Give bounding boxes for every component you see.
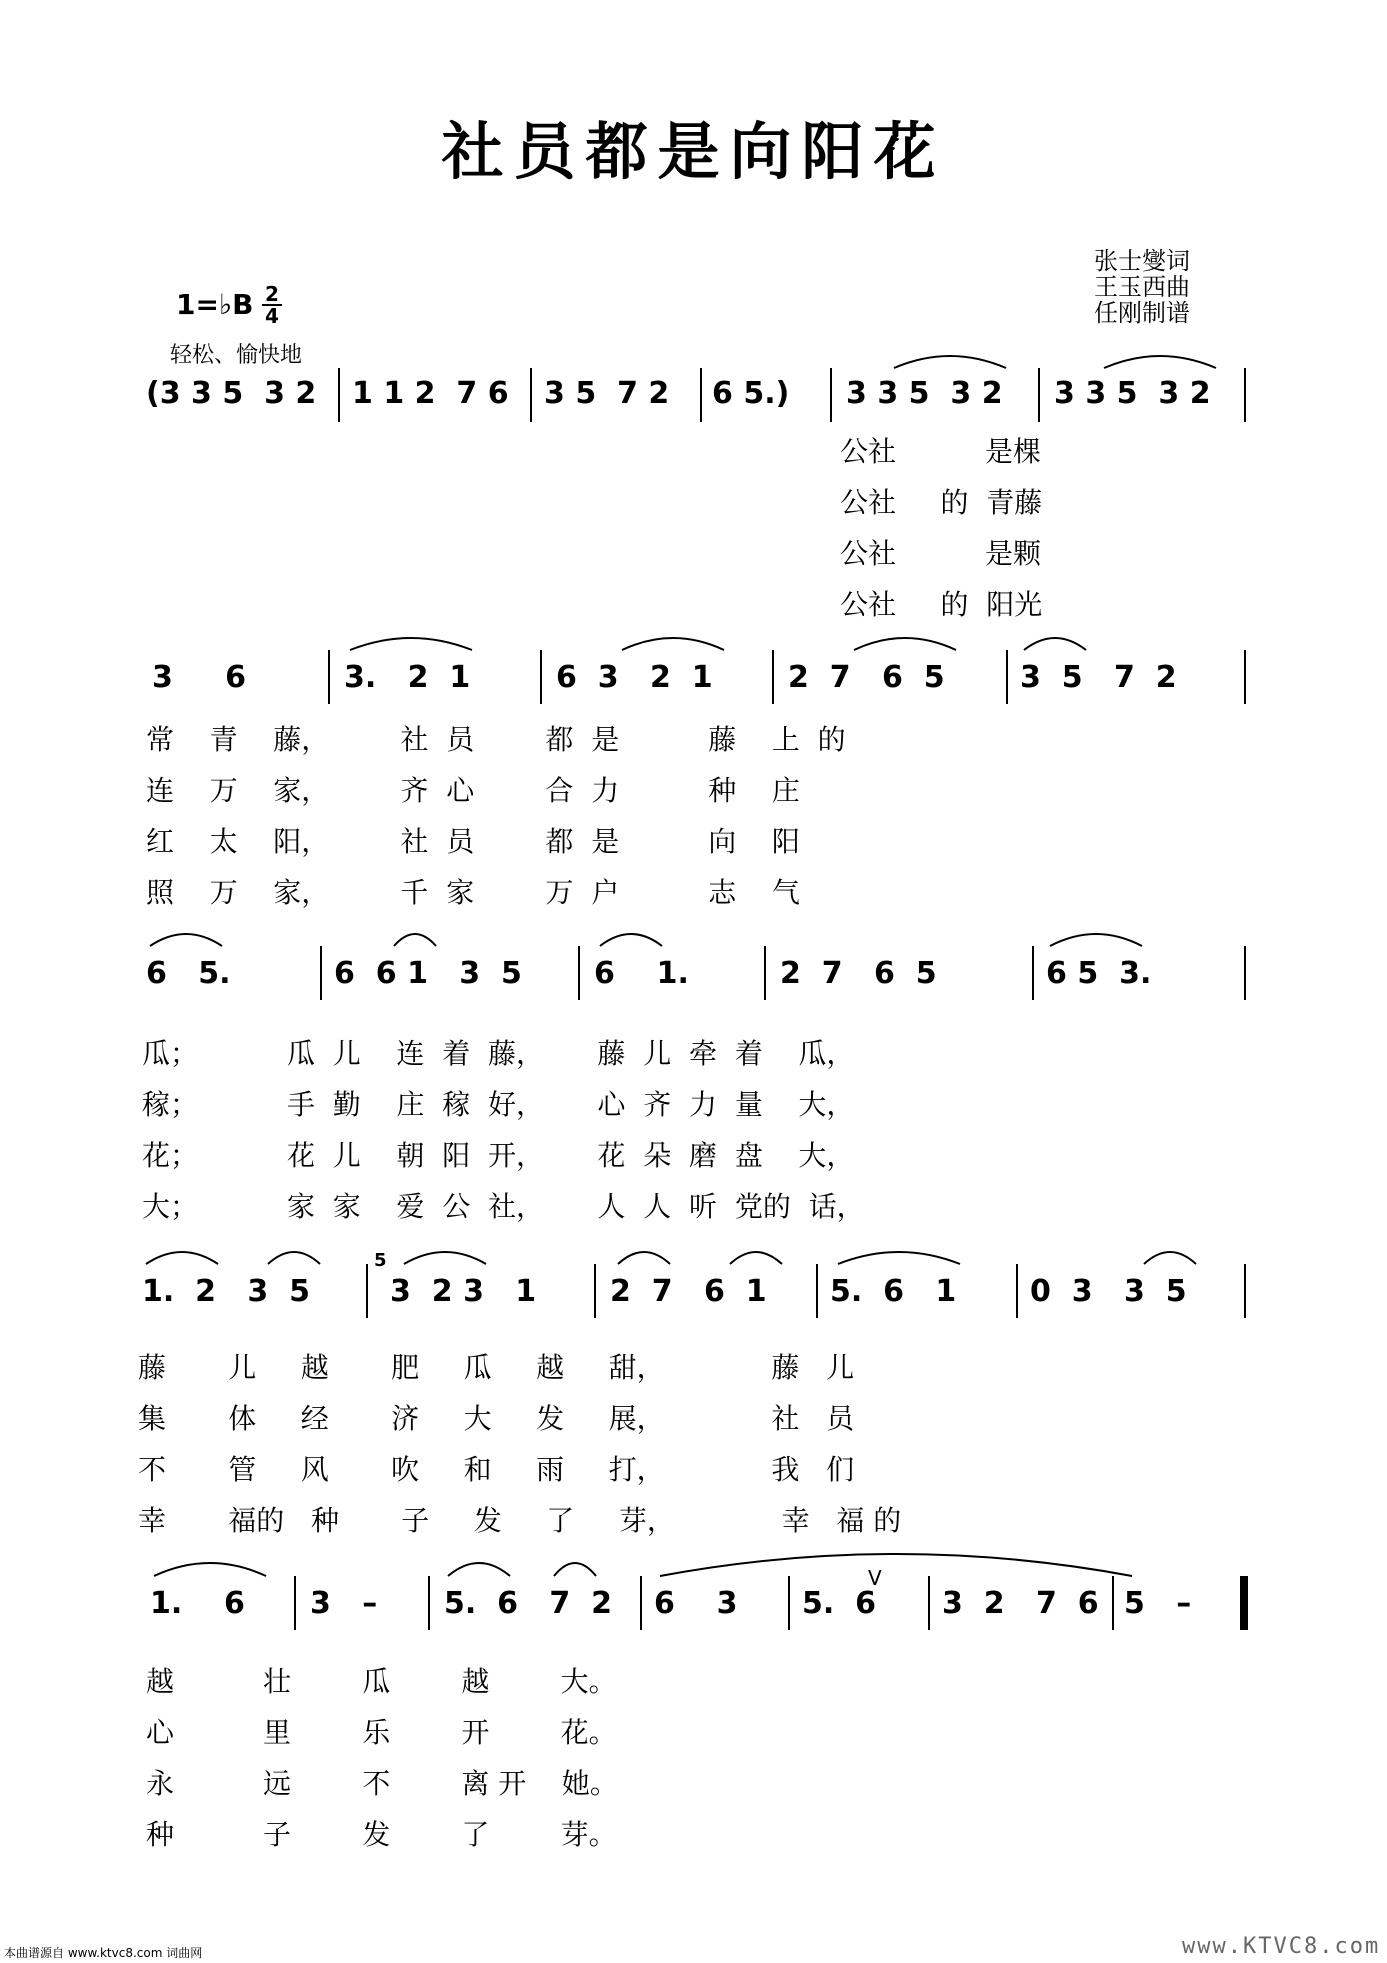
slur (618, 632, 728, 652)
measure: 3 5 7 2 (1020, 660, 1177, 695)
slur (1140, 1246, 1200, 1266)
page-title: 社员都是向阳花 (441, 115, 946, 188)
measure: 1 1 2 7 6 (352, 376, 509, 411)
lyric-verse-3: 不 管 风 吹 和 雨 打， 我 们 (138, 1453, 855, 1486)
barline (320, 946, 322, 1000)
barline (540, 650, 542, 704)
measure: 1. 2 3 5 (142, 1274, 311, 1309)
slur (614, 1246, 674, 1266)
barline (1244, 368, 1246, 422)
lyric-verse-3: 永 远 不 离 开 她。 (146, 1767, 618, 1800)
site-watermark: www.KTVC8.com (1182, 1934, 1381, 1959)
measure: 6 5. (146, 956, 231, 991)
slur (146, 928, 226, 948)
slur (550, 1556, 600, 1578)
time-denominator: 4 (262, 304, 282, 326)
measure: 6 5 3. (1046, 956, 1152, 991)
barline (700, 368, 702, 422)
lyric-verse-2: 稼； 手 勤 庄 稼 好， 心 齐 力 量 大， (142, 1088, 855, 1121)
footer-source-note: 本曲谱源自 www.ktvc8.com 词曲网 (4, 1946, 203, 1960)
key-signature: 1=♭B (176, 288, 254, 321)
measure: 5 – (1124, 1586, 1192, 1621)
measure: 6 5.) (712, 376, 790, 411)
measure: 5. 6 1 (830, 1274, 957, 1309)
lyric-verse-1: 瓜； 瓜 儿 连 着 藤， 藤 儿 牵 着 瓜， (142, 1037, 855, 1070)
barline (1244, 1264, 1246, 1318)
lyric-verse-2: 公社 的 青藤 (840, 486, 1043, 519)
lyric-verse-3: 红 太 阳， 社 员 都 是 向 阳 (146, 825, 800, 858)
barline (1038, 368, 1040, 422)
measure: 5. 6 7 2 (444, 1586, 613, 1621)
breath-mark: V (868, 1566, 882, 1590)
measure: 6 1. (594, 956, 689, 991)
measure: 2 7 6 5 (788, 660, 945, 695)
barline (1244, 946, 1246, 1000)
time-numerator: 2 (265, 282, 279, 306)
measure: 3. 2 1 (344, 660, 471, 695)
lyric-verse-4: 照 万 家， 千 家 万 户 志 气 (146, 876, 800, 909)
measure: 3 – (310, 1586, 378, 1621)
measure: 5. 6 (802, 1586, 877, 1621)
measure: 6 3 (654, 1586, 738, 1621)
barline (294, 1576, 296, 1630)
lyric-verse-2: 连 万 家， 齐 心 合 力 种 庄 (146, 774, 800, 807)
lyric-verse-1: 越 壮 瓜 越 大。 (146, 1665, 617, 1698)
barline (640, 1576, 642, 1630)
time-signature (262, 284, 282, 326)
slur (150, 1556, 270, 1578)
barline (366, 1264, 368, 1318)
measure: 6 6 1 3 5 (334, 956, 522, 991)
slur (596, 928, 666, 948)
measure: 3 3 5 3 2 (1054, 376, 1211, 411)
measure: 3 3 5 3 2 (846, 376, 1003, 411)
barline (1032, 946, 1034, 1000)
measure: 0 3 3 5 (1030, 1274, 1187, 1309)
measure: 3 2 7 6 (942, 1586, 1099, 1621)
lyric-verse-2: 心 里 乐 开 花。 (146, 1716, 617, 1749)
credits (1094, 248, 1190, 326)
barline (338, 368, 340, 422)
slur (656, 1548, 1136, 1578)
measure: 6 3 2 1 (556, 660, 713, 695)
lyric-verse-1: 常 青 藤， 社 员 都 是 藤 上 的 (146, 723, 846, 756)
barline (816, 1264, 818, 1318)
barline (928, 1576, 930, 1630)
lyric-verse-2: 集 体 经 济 大 发 展， 社 员 (138, 1402, 855, 1435)
composer-credit: 王玉西曲 (1094, 273, 1190, 301)
slur (400, 1246, 490, 1266)
lyricist-credit: 张士燮词 (1094, 247, 1190, 275)
slur (890, 350, 1010, 370)
slur (444, 1556, 514, 1578)
barline (328, 650, 330, 704)
lyric-verse-4: 幸 福的 种 子 发 了 芽， 幸 福 的 (138, 1504, 902, 1537)
barline (830, 368, 832, 422)
barline (578, 946, 580, 1000)
slur (726, 1246, 786, 1266)
slur (1046, 928, 1146, 948)
arranger-credit: 任刚制谱 (1094, 299, 1190, 327)
lyric-verse-1: 藤 儿 越 肥 瓜 越 甜， 藤 儿 (138, 1351, 855, 1384)
lyric-verse-4: 种 子 发 了 芽。 (146, 1818, 617, 1851)
barline (772, 650, 774, 704)
barline (764, 946, 766, 1000)
barline (1244, 650, 1246, 704)
slur (1100, 350, 1220, 370)
lyric-verse-4: 大； 家 家 爱 公 社， 人 人 听 党的 话， (142, 1190, 865, 1223)
final-barline (1240, 1576, 1248, 1630)
slur (1020, 632, 1090, 652)
barline (530, 368, 532, 422)
measure: 1. 6 (150, 1586, 245, 1621)
measure: 2 7 6 1 (610, 1274, 767, 1309)
barline (1016, 1264, 1018, 1318)
lyric-verse-1: 公社 是棵 (840, 435, 1042, 468)
tempo-marking: 轻松、愉快地 (170, 343, 303, 368)
barline (1006, 650, 1008, 704)
slur (390, 928, 440, 948)
slur (850, 632, 960, 652)
barline (428, 1576, 430, 1630)
measure: 3 2 3 1 (390, 1274, 537, 1309)
measure: 3 5 7 2 (544, 376, 670, 411)
barline (788, 1576, 790, 1630)
lyric-verse-3: 公社 是颗 (840, 537, 1042, 570)
measure: 2 7 6 5 (780, 956, 937, 991)
slur (264, 1246, 324, 1266)
slur (142, 1246, 222, 1266)
measure: (3 3 5 3 2 (146, 376, 317, 411)
lyric-verse-3: 花； 花 儿 朝 阳 开， 花 朵 磨 盘 大， (142, 1139, 855, 1172)
grace-note: 5 (374, 1250, 387, 1271)
lyric-verse-4: 公社 的 阳光 (840, 588, 1043, 621)
barline (1112, 1576, 1114, 1630)
measure: 3 6 (152, 660, 246, 695)
slur (346, 632, 476, 652)
barline (594, 1264, 596, 1318)
slur (834, 1246, 964, 1266)
